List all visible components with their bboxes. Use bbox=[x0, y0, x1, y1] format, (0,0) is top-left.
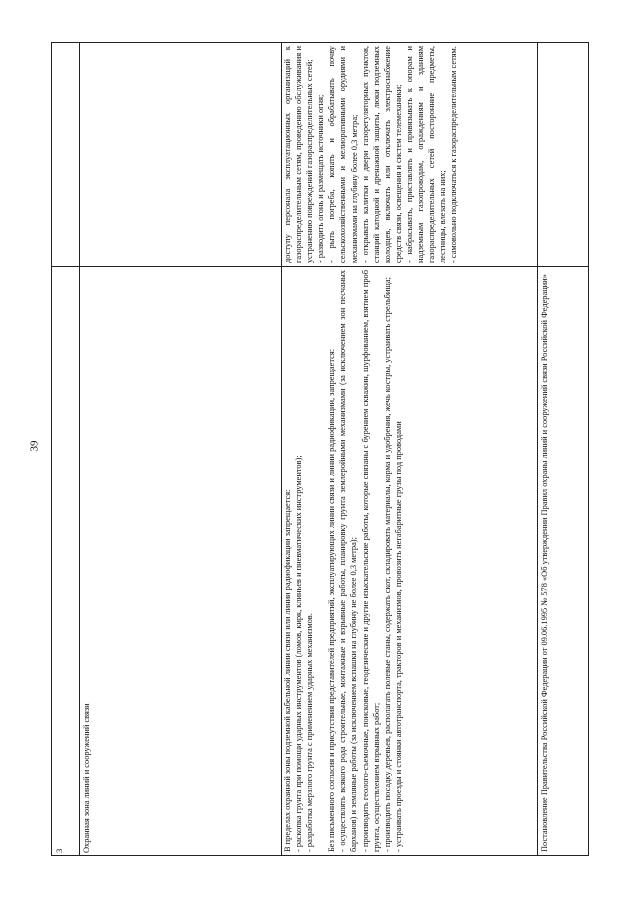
top-desc-item: доступу персонала эксплуатационных организаций к газораспределительным сетям, проведению обслуживания и устранению повреждений газораспределительных сетей; bbox=[283, 46, 315, 263]
top-desc-item: - набрасывать, приставлять и привязывать к опорам и надземным газопроводам, ограждениям и зданиям газораспределительных сетей посторонние предметы, лестницы, влезать на них; bbox=[405, 46, 448, 263]
top-desc-item: - рыть погреба, копать и обрабатывать почву сельскохозяйственными и мелиоративными орудиями и механизмами на глубину более 0,3 метра; bbox=[327, 46, 359, 263]
top-desc-item: - самовольно подключаться к газораспределительным сетям. bbox=[449, 46, 459, 263]
row-3-desc-item: - производить посадку деревьев, располагать полевые станы, содержать скот, складировать материалы, корма и удобрения, жечь костры, устраивать стрельбища; bbox=[382, 277, 392, 852]
row-3-number: 3 bbox=[54, 848, 64, 853]
top-row-description bbox=[282, 45, 536, 264]
row-3-desc-item: - раскопка грунта при помощи ударных инструментов (ломов, кирк, клиньев и пневматических инструментов); bbox=[294, 455, 304, 852]
table-border-outer-left bbox=[51, 42, 52, 856]
row-3-description bbox=[282, 269, 536, 853]
table-border-col-description bbox=[537, 42, 538, 856]
row-3-desc-intro: В пределах охранной зоны подземной кабельной линии связи или линии радиофикации запрещается: bbox=[283, 489, 292, 852]
table-border-top bbox=[51, 42, 589, 43]
row-3-desc-intro-2: Без письменного согласия и присутствия представителей предприятий, эксплуатирующих линии связи и линии радиофикации, запрещается: bbox=[327, 348, 337, 852]
table-border-row-divider bbox=[51, 266, 589, 267]
row-3-desc-item: - разработка мерзлого грунта с применением ударных механизмов. bbox=[305, 613, 315, 852]
row-3-desc-item: - осуществлять всякого рода строительные, монтажные и взрывные работы, планировку грунта землеройными механизмами (за исключением зон песчаных барханов) и земляные работы (за исключением вспашки на глубину не более 0,3 метра); bbox=[338, 270, 359, 852]
top-desc-item: - открывать калитки и двери газорегуляторных пунктов, станций катодной и дренажной защиты, люки подземных колодцев, включать или отключать электроснабжение средств связи, освещения и систем телемеханики; bbox=[360, 46, 403, 263]
top-desc-item: - разводить огонь и размещать источники огня; bbox=[316, 94, 326, 263]
row-3-desc-item: - устраивать проезды и стоянки автотранспорта, тракторов и механизмов, провозить негабаритные грузы под проводами bbox=[393, 421, 403, 852]
row-3-zone-name: Охранная зона линий и сооружений связи bbox=[82, 703, 91, 853]
row-3-desc-item: - производить геолого-съемочные, поисковые, геодезические и другие изыскательские работы, которые связаны с бурением скважин, шурфованием, взятием проб грунта, осуществлением взрывных работ; bbox=[360, 270, 381, 852]
regulations-table bbox=[51, 42, 589, 856]
row-3-legal-basis: Постановление Правительства Российской Федерации от 09.06.1995 № 578 «Об утверждении Правил охраны линий и сооружений связи Российской Федерации» bbox=[540, 274, 549, 852]
table-border-bottom bbox=[51, 855, 589, 856]
page-number: 39 bbox=[28, 440, 41, 452]
table-border-outer-right bbox=[588, 42, 589, 856]
table-border-col-number bbox=[79, 42, 80, 856]
